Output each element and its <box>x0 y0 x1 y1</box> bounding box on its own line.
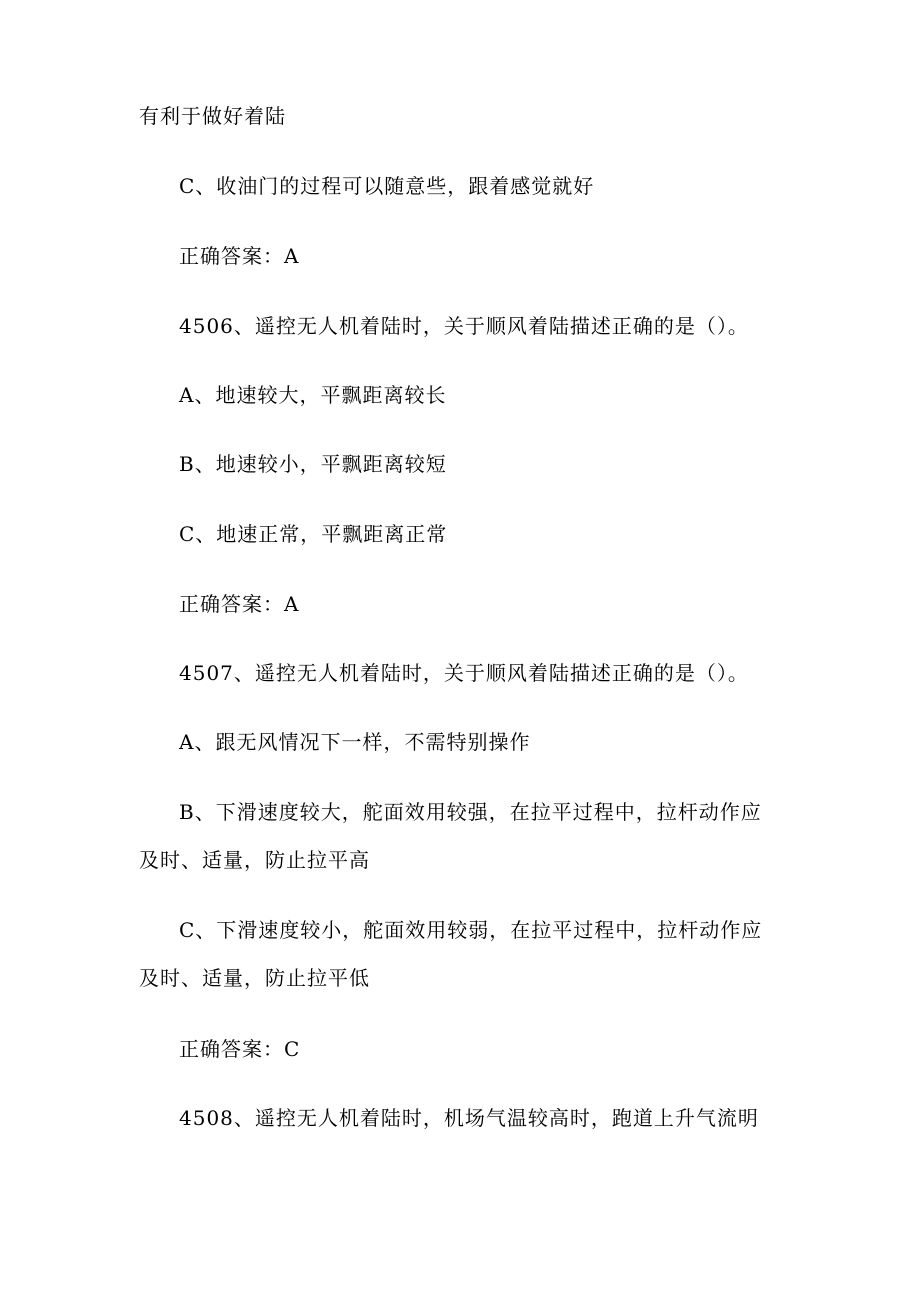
question-4506: 4506、遥控无人机着陆时，关于顺风着陆描述正确的是（）。 <box>179 314 749 338</box>
answer-line: 正确答案：C <box>179 1037 301 1061</box>
option-a: A、地速较大，平飘距离较长 <box>179 383 447 407</box>
option-b: B、地速较小，平飘距离较短 <box>179 452 447 476</box>
option-b-continued: 及时、适量，防止拉平高 <box>139 848 370 872</box>
option-c: C、收油门的过程可以随意些，跟着感觉就好 <box>179 174 595 198</box>
question-4507: 4507、遥控无人机着陆时，关于顺风着陆描述正确的是（）。 <box>179 661 749 685</box>
text-line: 有利于做好着陆 <box>139 104 286 128</box>
option-b: B、下滑速度较大，舵面效用较强，在拉平过程中，拉杆动作应 <box>179 800 762 824</box>
question-4508: 4508、遥控无人机着陆时，机场气温较高时，跑道上升气流明 <box>179 1106 759 1130</box>
option-a: A、跟无风情况下一样，不需特别操作 <box>179 730 531 754</box>
answer-line: 正确答案：A <box>179 244 300 268</box>
option-c-continued: 及时、适量，防止拉平低 <box>139 966 370 990</box>
option-c: C、下滑速度较小，舵面效用较弱，在拉平过程中，拉杆动作应 <box>179 918 763 942</box>
answer-line: 正确答案：A <box>179 592 300 616</box>
option-c: C、地速正常，平飘距离正常 <box>179 522 448 546</box>
